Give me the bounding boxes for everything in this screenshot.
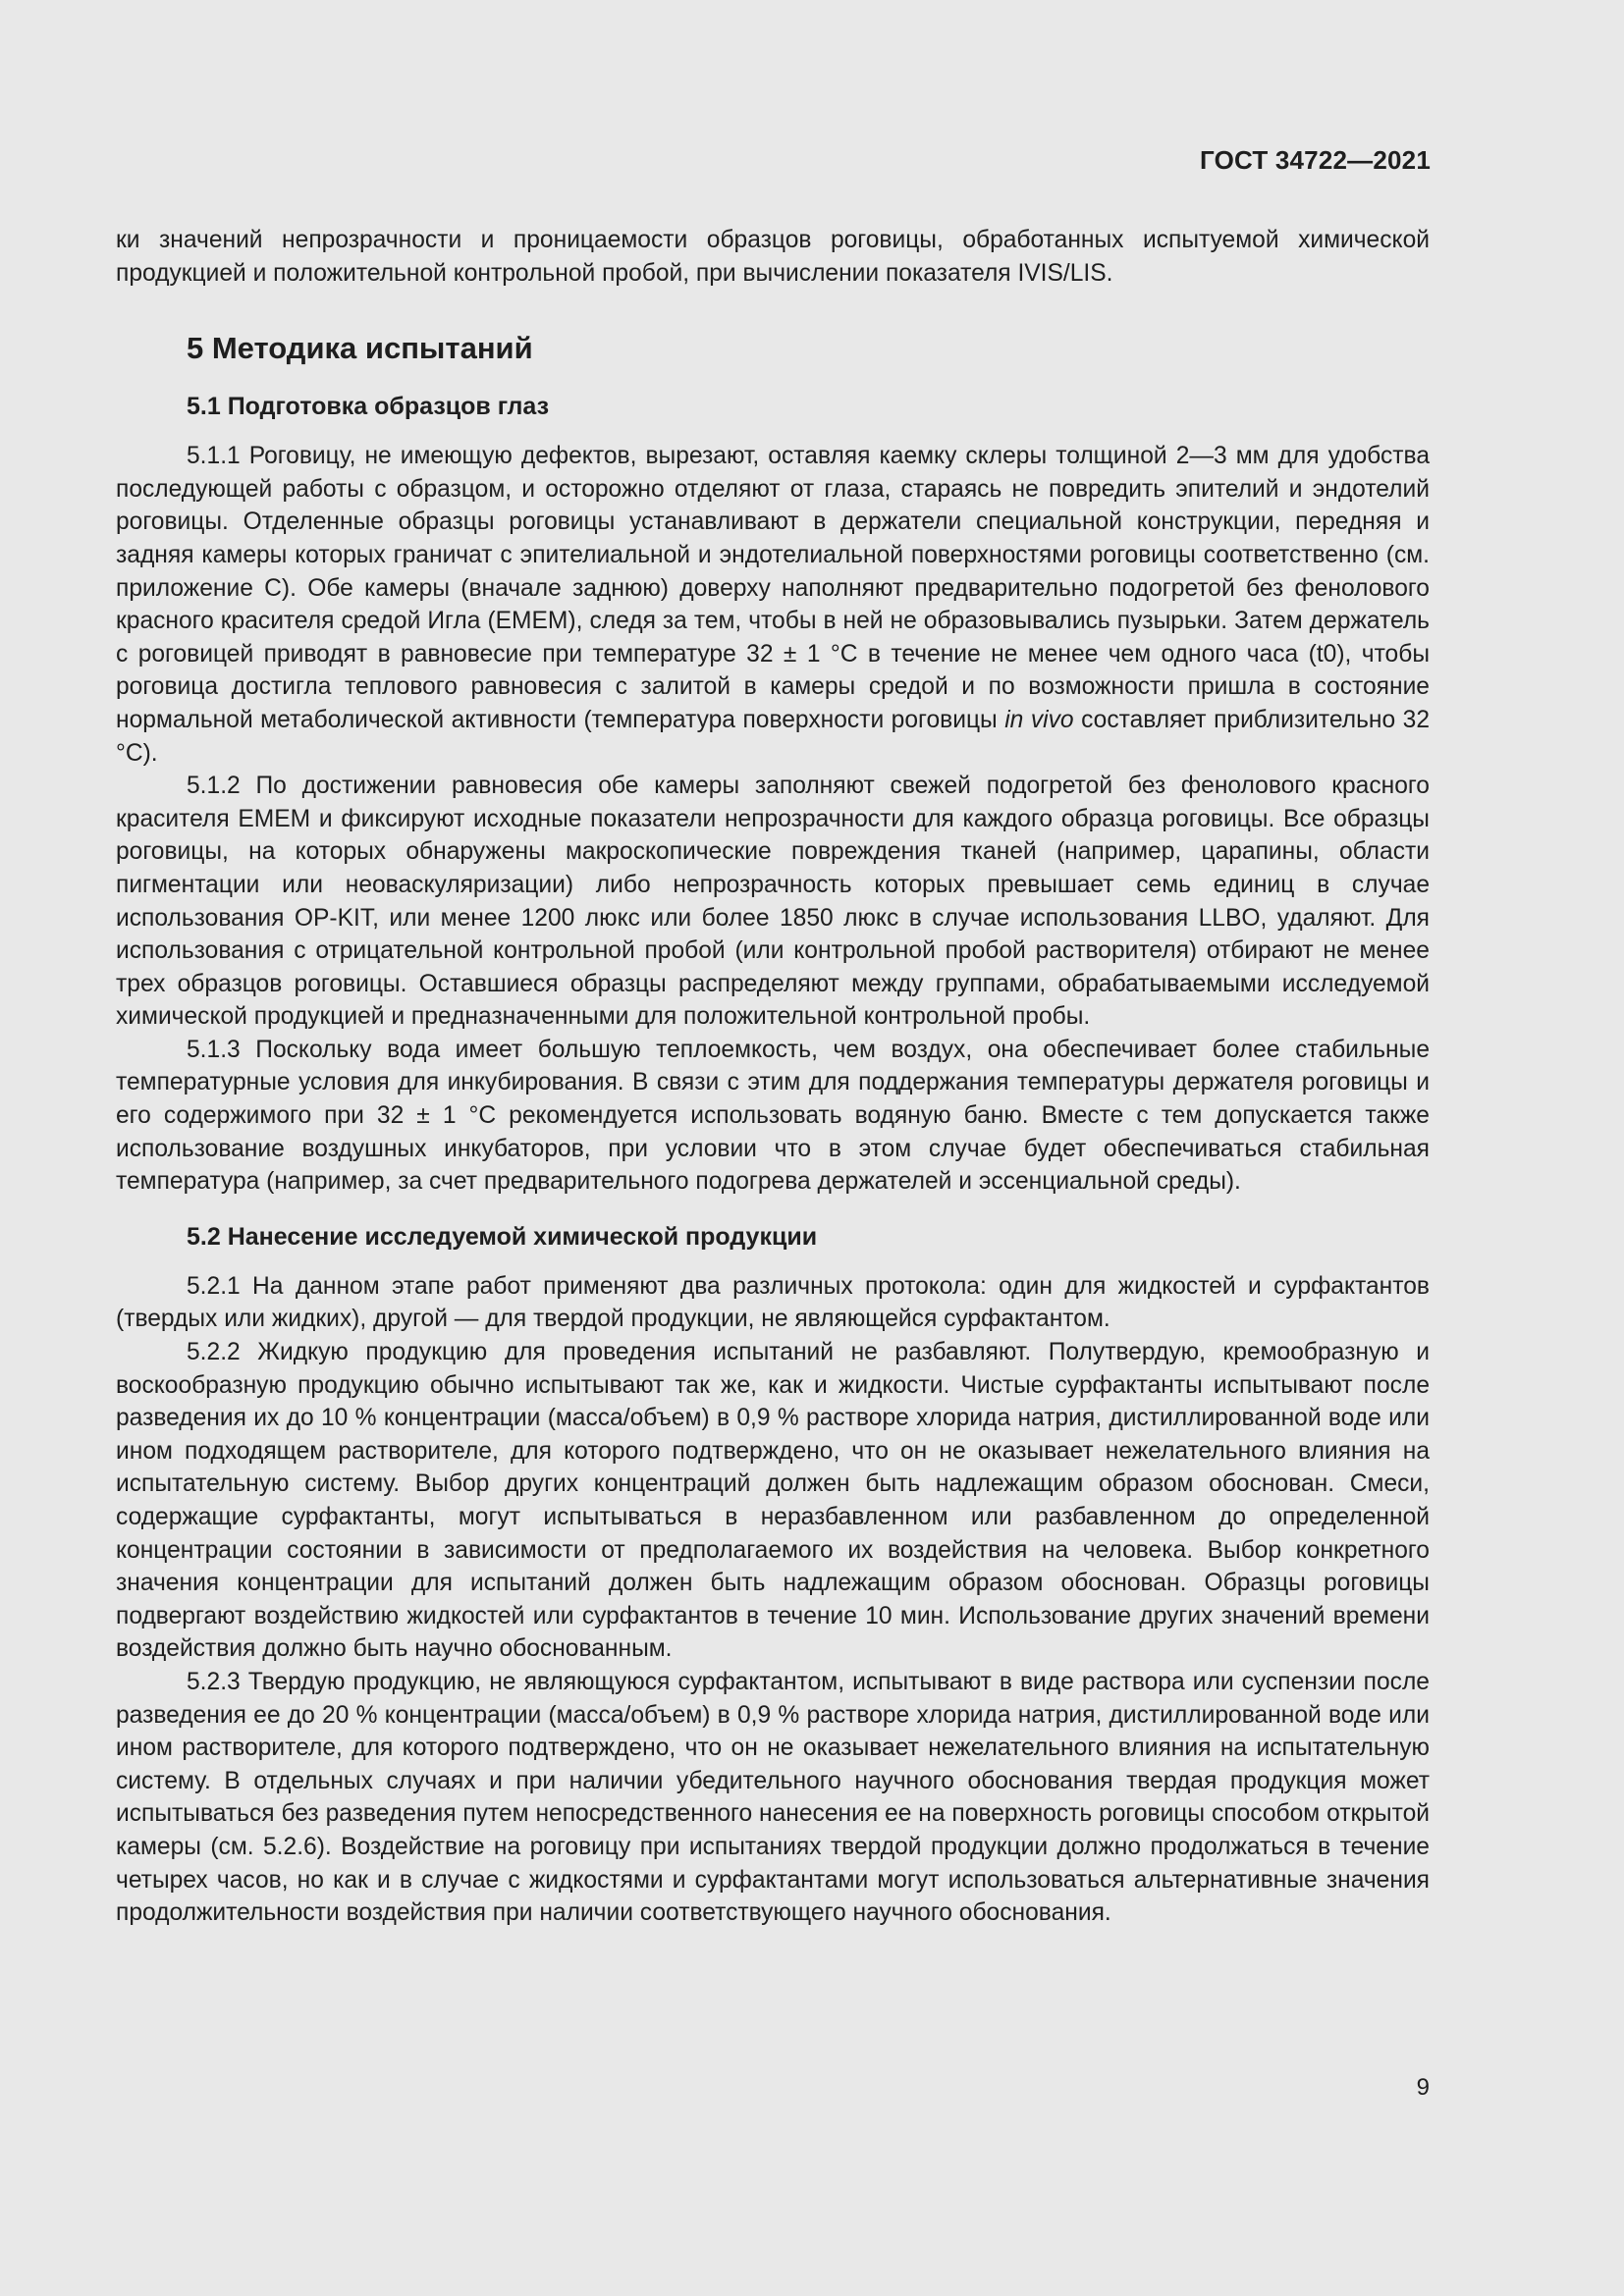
page-number: 9: [1416, 2074, 1430, 2101]
paragraph-5-2-2: 5.2.2 Жидкую продукцию для проведения испытаний не разбавляют. Полутвердую, кремообразную и воскообразную продукцию обычно испытывают так же, как и жидкости. Чистые сурфактанты испытывают после разведения их до 10 % концентрации (масса/объем) в 0,9 % растворе хлорида натрия, дистиллированной воде или ином подходящем растворителе, для которого подтверждено, что он не оказывает нежелательного влияния на испытательную систему. Выбор других концентраций должен быть надлежащим образом обоснован. Смеси, содержащие сурфактанты, могут испытываться в неразбавленном или разбавленном до определенной концентрации состоянии в зависимости от предполагаемого их воздействия на человека. Выбор конкретного значения концентрации для испытаний должен быть надлежащим образом обоснован. Образцы роговицы подвергают воздействию жидкостей или сурфактантов в течение 10 мин. Использование других значений времени воздействия должно быть научно обоснованным.: [116, 1339, 1430, 1663]
intro-paragraph: ки значений непрозрачности и проницаемости образцов роговицы, обработанных испытуемой химической продукцией и положительной контрольной пробой, при вычислении показателя IVIS/LIS.: [116, 227, 1430, 287]
document-code-header: ГОСТ 34722—2021: [1200, 145, 1431, 175]
paragraph-5-1-1: [116, 440, 1430, 770]
section-5-2-title: 5.2 Нанесение исследуемой химической продукции: [187, 1222, 818, 1251]
paragraph-5-1-1-italic: in vivo: [1004, 706, 1074, 733]
paragraph-5-1-2: 5.1.2 По достижении равновесия обе камеры заполняют свежей подогретой без фенолового красного красителя ЕМЕМ и фиксируют исходные показатели непрозрачности для каждого образца роговицы. Все образцы роговицы, на которых обнаружены макроскопические повреждения тканей (например, царапины, области пигментации или неоваскуляризации) либо непрозрачность которых превышает семь единиц в случае использования OP-KIT, или менее 1200 люкс или более 1850 люкс в случае использования LLBO, удаляют. Для использования с отрицательной контрольной пробой (или контрольной пробой растворителя) отбирают не менее трех образцов роговицы. Оставшиеся образцы распределяют между группами, обрабатываемыми исследуемой химической продукцией и предназначенными для положительной контрольной пробы.: [116, 773, 1430, 1031]
document-body: [116, 224, 1430, 1930]
paragraph-5-2-3: 5.2.3 Твердую продукцию, не являющуюся сурфактантом, испытывают в виде раствора или суспензии после разведения ее до 20 % концентрации (масса/объем) в 0,9 % растворе хлорида натрия, дистиллированной воде или ином растворителе, для которого подтверждено, что он не оказывает нежелательного влияния на испытательную систему. В отдельных случаях и при наличии убедительного научного обоснования твердая продукция может испытываться без разведения путем непосредственного нанесения ее на поверхность роговицы способом открытой камеры (см. 5.2.6). Воздействие на роговицу при испытаниях твердой продукции должно продолжаться в течение четырех часов, но как и в случае с жидкостями и сурфактантами могут использоваться альтернативные значения продолжительности воздействия при наличии соответствующего научного обоснования.: [116, 1668, 1430, 1927]
paragraph-5-1-1-text-b: составляет приблизительно 32 °C).: [116, 706, 1431, 767]
paragraph-5-1-3: 5.1.3 Поскольку вода имеет большую теплоемкость, чем воздух, она обеспечивает более стабильные температурные условия для инкубирования. В связи с этим для поддержания температуры держателя роговицы и его содержимого при 32 ± 1 °C рекомендуется использовать водяную баню. Вместе с тем допускается также использование воздушных инкубаторов, при условии что в этом случае будет обеспечиваться стабильная температура (например, за счет предварительного подогрева держателей и эссенциальной среды).: [116, 1036, 1430, 1196]
paragraph-5-2-1: 5.2.1 На данном этапе работ применяют два различных протокола: один для жидкостей и сурфактантов (твердых или жидких), другой — для твердой продукции, не являющейся сурфактантом.: [116, 1272, 1430, 1333]
section-5-title: 5 Методика испытаний: [187, 331, 533, 366]
section-5-1-title: 5.1 Подготовка образцов глаз: [187, 393, 550, 421]
paragraph-5-1-1-text-a: 5.1.1 Роговицу, не имеющую дефектов, вырезают, оставляя каемку склеры толщиной 2—3 мм для удобства последующей работы с образцом, и осторожно отделяют от глаза, стараясь не повредить эпителий и эндотелий роговицы. Отделенные образцы роговицы устанавливают в держатели специальной конструкции, передняя и задняя камеры которых граничат с эпителиальной и эндотелиальной поверхностями роговицы соответственно (см. приложение С). Обе камеры (вначале заднюю) доверху наполняют предварительно подогретой без фенолового красного красителя средой Игла (ЕМЕМ), следя за тем, чтобы в ней не образовывались пузырьки. Затем держатель с роговицей приводят в равновесие при температуре 32 ± 1 °C в течение не менее чем одного часа (t0), чтобы роговица достигла теплового равновесия с залитой в камеры средой и по возможности пришла в состояние нормальной метаболической активности (температура поверхности роговицы: [116, 443, 1430, 733]
